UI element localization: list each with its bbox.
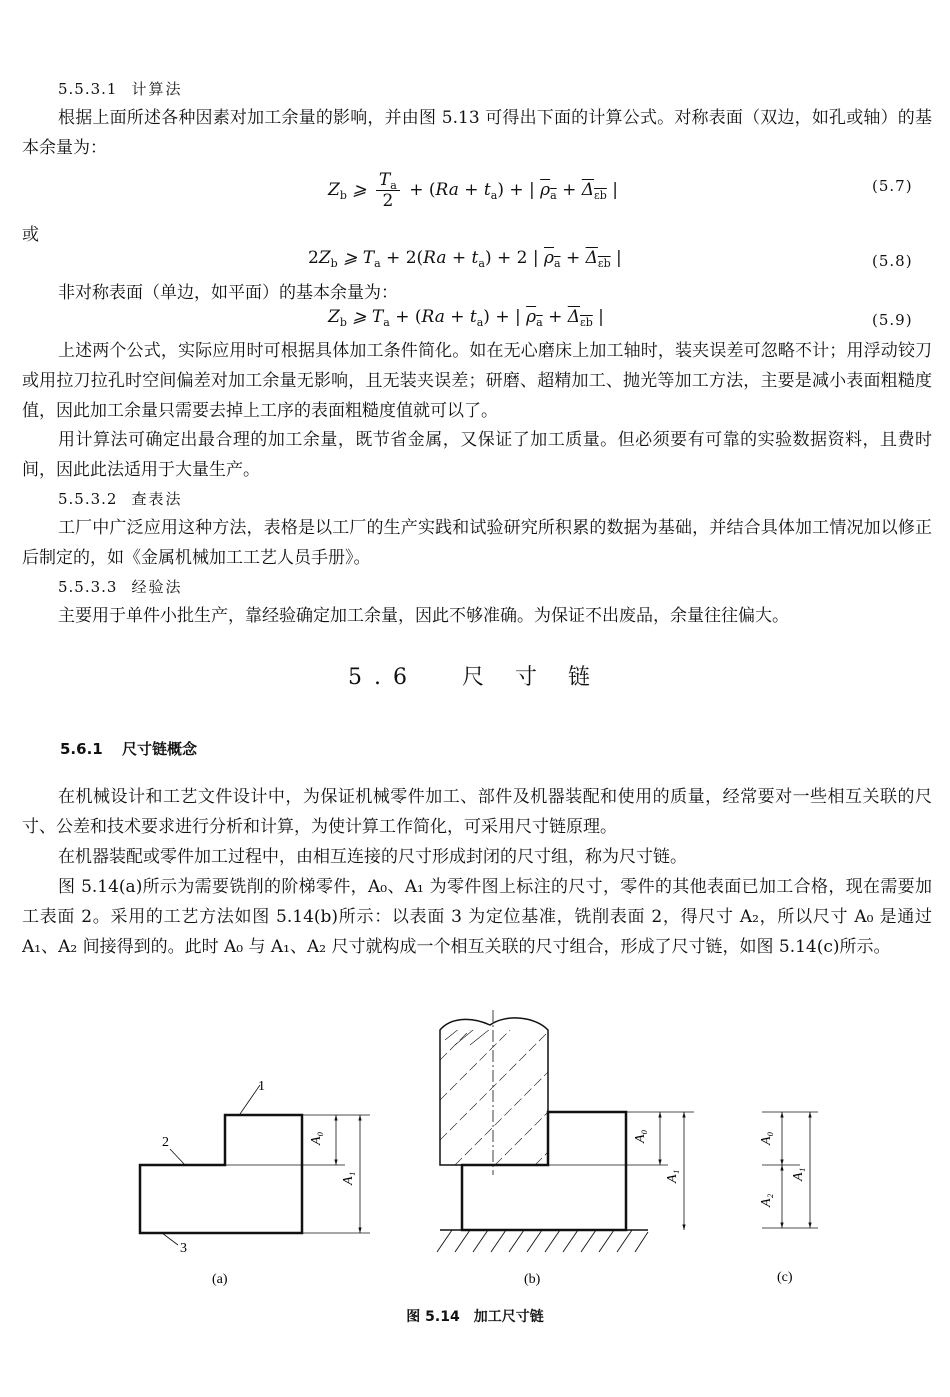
diagram-b bbox=[437, 1010, 694, 1287]
equation-number-5-7: (5.7) bbox=[872, 177, 913, 195]
equation-number-5-9: (5.9) bbox=[872, 311, 913, 329]
subsection-header-5531 bbox=[58, 78, 183, 99]
equation-number-5-8: (5.8) bbox=[872, 252, 913, 270]
equation-5-7: $Z_b$ ⩾ $\frac{T_a}{2}$ + $(Ra + t_a)$ + | $\rho_a + \Delta_{\varepsilon b}$ | bbox=[328, 170, 618, 211]
subsection-header-5533 bbox=[58, 576, 183, 597]
surface-label-2: 2 bbox=[162, 1135, 169, 1150]
dim-label-b-a1: A₁ bbox=[665, 1169, 680, 1183]
paragraph-simplification: 上述两个公式，实际应用时可根据具体加工条件简化。如在无心磨床上加工轴时，装夹误差可忽略不计；用浮动铰刀或用拉刀拉孔时空间偏差对加工余量无影响，且无装夹误差；研磨、超精加工、抛光等加工方法，主要是减小表面粗糙度值，因此加工余量只需要去掉上工序的表面粗糙度值就可以了。 bbox=[22, 341, 932, 421]
word-or: 或 bbox=[22, 225, 39, 245]
paragraph-concept: 在机械设计和工艺文件设计中，为保证机械零件加工、部件及机器装配和使用的质量，经常要对一些相互关联的尺寸、公差和技术要求进行分析和计算，为使计算工作简化，可采用尺寸链原理。 bbox=[22, 787, 932, 837]
diagram-c bbox=[759, 1112, 818, 1285]
paragraph-definition: 在机器装配或零件加工过程中，由相互连接的尺寸形成封闭的尺寸组，称为尺寸链。 bbox=[58, 847, 687, 867]
stepped-part-outline bbox=[140, 1115, 302, 1233]
equation-5-9: $Z_b$ ⩾ $T_a + (Ra + t_a)$ + | $\rho_a + \Delta_{\varepsilon b}$ | bbox=[328, 307, 604, 329]
dim-label-b-a0: A₀ bbox=[633, 1129, 648, 1143]
paragraph-calc-method: 用计算法可确定出最合理的加工余量，既节省金属，又保证了加工质量。但必须要有可靠的实验数据资料，且费时间，因此此法适用于大量生产。 bbox=[22, 430, 932, 480]
paragraph-example: 图 5.14(a)所示为需要铣削的阶梯零件，A₀、A₁ 为零件图上标注的尺寸，零件的其他表面已加工合格，现在需要加工表面 2。采用的工艺方法如图 5.14(b)所示：以表面 3 为定位基准，铣削表面 2，得尺寸 A₂，所以尺寸 A₀ 是通过 A₁、A₂ 间接得到的。此时 A₀ 与 A₁、A₂ 尺寸就构成一个相互关联的尺寸组合，形成了尺寸链，如图 5.14(c)所示。 bbox=[22, 877, 932, 957]
subsection-title: 尺寸链概念 bbox=[121, 740, 197, 758]
subsection-title: 经验法 bbox=[131, 578, 183, 596]
subsection-number: 5.5.3.3 bbox=[58, 578, 118, 596]
caption-c: (c) bbox=[777, 1270, 793, 1285]
caption-a: (a) bbox=[212, 1272, 228, 1287]
milling-cutter bbox=[440, 1018, 548, 1165]
workpiece-outline bbox=[462, 1112, 626, 1230]
subsection-number: 5.5.3.1 bbox=[58, 80, 118, 98]
section-title-text: 尺 寸 链 bbox=[462, 665, 602, 690]
section-title-5-6 bbox=[0, 660, 950, 691]
surface-label-3: 3 bbox=[180, 1241, 187, 1256]
equation-5-8: $2Z_b$ ⩾ $T_a + 2(Ra + t_a) + 2$ | $\rho_a + \Delta_{\varepsilon b}$ | bbox=[308, 248, 622, 270]
subsection-header-5532 bbox=[58, 488, 183, 509]
chain-label-a1: A₁ bbox=[791, 1167, 806, 1181]
paragraph-experience-method: 主要用于单件小批生产，靠经验确定加工余量，因此不够准确。为保证不出废品，余量往往偏大。 bbox=[58, 606, 789, 626]
subsection-title: 计算法 bbox=[131, 80, 183, 98]
diagram-a bbox=[140, 1079, 370, 1287]
figure-5-14 bbox=[0, 1010, 950, 1300]
subsection-number: 5.5.3.2 bbox=[58, 490, 118, 508]
section-number: 5.6 bbox=[348, 665, 419, 690]
dim-label-a0: A₀ bbox=[309, 1131, 324, 1145]
paragraph-table-method: 工厂中广泛应用这种方法，表格是以工厂的生产实践和试验研究所积累的数据为基础，并结合具体加工情况加以修正后制定的，如《金属机械加工工艺人员手册》。 bbox=[22, 518, 932, 568]
subsection-title: 查表法 bbox=[131, 490, 183, 508]
caption-b: (b) bbox=[524, 1272, 541, 1287]
figure-caption: 图 5.14 加工尺寸链 bbox=[406, 1309, 544, 1325]
chain-label-a0: A₀ bbox=[759, 1131, 774, 1145]
surface-label-1: 1 bbox=[258, 1079, 265, 1094]
paragraph-asymmetric: 非对称表面（单边，如平面）的基本余量为： bbox=[58, 283, 398, 303]
subsection-header-5-6-1 bbox=[60, 738, 197, 759]
subsection-number: 5.6.1 bbox=[60, 740, 103, 758]
dim-label-a1: A₁ bbox=[341, 1171, 356, 1185]
paragraph-intro: 根据上面所述各种因素对加工余量的影响，并由图 5.13 可得出下面的计算公式。对称表面（双边，如孔或轴）的基本余量为： bbox=[22, 108, 932, 158]
chain-label-a2: A₂ bbox=[759, 1193, 774, 1207]
